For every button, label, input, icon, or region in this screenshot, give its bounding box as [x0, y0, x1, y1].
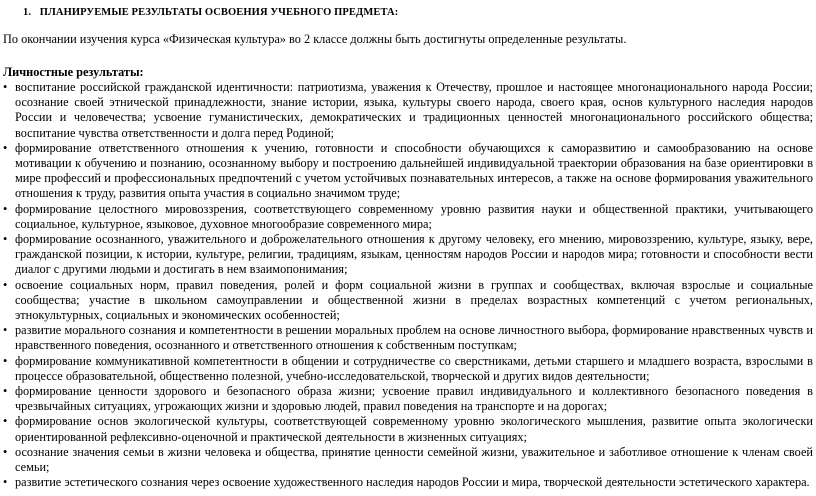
list-item-text: формирование ответственного отношения к учению, готовности и способности обучающихся к саморазвитию и самообразованию на основе мотивации к обучению и познанию, осознанному выбору и построению дальнейшей индивидуальной траектории образования на базе ориентировки в мире профессий и профессиональных предпочтений с учетом устойчивых познавательных интересов, а также на основе формирования уважительного отношения к труду, развития опыта участия в социально значимом труде; [15, 140, 813, 201]
bullet-icon: • [3, 384, 8, 399]
list-item-text: формирование основ экологической культуры, соответствующей современному уровню экологического мышления, развитие опыта экологически ориентированной рефлексивно-оценочной и практической деятельности в жизненных ситуациях; [15, 414, 813, 444]
bullet-icon: • [3, 414, 8, 429]
section-heading [3, 6, 813, 20]
list-item [3, 414, 813, 444]
list-item-text: развитие эстетического сознания через освоение художественного наследия народов России и мира, творческой деятельности эстетического характера. [15, 475, 810, 490]
list-item-text: осознание значения семьи в жизни человека и общества, принятие ценности семейной жизни, уважительное и заботливое отношение к членам своей семьи; [15, 444, 813, 475]
list-item [3, 323, 813, 353]
list-item [3, 384, 813, 414]
section-number: 1. [23, 7, 32, 18]
list-item-text: освоение социальных норм, правил поведения, ролей и форм социальной жизни в группах и сообществах, включая взрослые и социальные сообщества; участие в школьном самоуправлении и общественной жизни в пределах возрастных компетенций с учетом региональных, этнокультурных, социальных и экономических особенностей; [15, 277, 813, 323]
list-item [3, 445, 813, 475]
personal-results-heading: Личностные результаты: [3, 65, 144, 79]
bullet-icon: • [3, 201, 8, 216]
list-item [3, 232, 813, 278]
list-item-text: воспитание российской гражданской идентичности: патриотизма, уважения к Отечеству, прошлое и настоящее многонационального народа России; осознание своей этнической принадлежности, знание истории, языка, культуры своего народа, своего края, основ культурного наследия народов России и человечества; усвоение гуманистических, демократических и традиционных ценностей многонационального российского общества; воспитание чувства ответственности и долга перед Родиной; [15, 80, 813, 140]
bullet-icon: • [3, 80, 8, 94]
section-title: ПЛАНИРУЕМЫЕ РЕЗУЛЬТАТЫ ОСВОЕНИЯ УЧЕБНОГО ПРЕДМЕТА: [39, 7, 399, 18]
bullet-icon: • [3, 232, 8, 247]
bullet-icon: • [3, 475, 8, 490]
bullet-icon: • [3, 277, 8, 292]
bullet-icon: • [3, 140, 8, 155]
bullet-icon: • [3, 353, 8, 368]
list-item-text: формирование целостного мировоззрения, соответствующего современному уровню развития науки и общественной практики, учитывающего социальное, культурное, языковое, духовное многообразие современного мира; [15, 201, 813, 231]
list-item-text: формирование ценности здорового и безопасного образа жизни; усвоение правил индивидуального и коллективного безопасного поведения в чрезвычайных ситуациях, угрожающих жизни и здоровью людей, правил поведения на транспорте и на дорогах; [15, 384, 813, 414]
bullet-icon: • [3, 444, 8, 459]
intro-paragraph: По окончании изучения курса «Физическая культура» во 2 классе должны быть достигнуты определенные результаты. [3, 32, 627, 46]
list-item [3, 354, 813, 384]
list-item [3, 202, 813, 232]
personal-results-list [3, 80, 813, 490]
list-item [3, 278, 813, 324]
bullet-icon: • [3, 323, 8, 338]
list-item [3, 141, 813, 202]
list-item-text: формирование осознанного, уважительного и доброжелательного отношения к другому человеку, его мнению, мировоззрению, культуре, языку, вере, гражданской позиции, к истории, культуре, религии, традициям, языкам, ценностям народов России и народов мира; готовности и способности вести диалог с другими людьми и достигать в нем взаимопонимания; [15, 232, 813, 277]
list-item-text: формирование коммуникативной компетентности в общении и сотрудничестве со сверстниками, детьми старшего и младшего возраста, взрослыми в процессе образовательной, общественно полезной, учебно-исследовательской, творческой и других видов деятельности; [15, 353, 813, 383]
list-item [3, 80, 813, 141]
list-item [3, 475, 813, 490]
document-page [3, 0, 813, 490]
list-item-text: развитие морального сознания и компетентности в решении моральных проблем на основе личностного выбора, формирование нравственных чувств и нравственного поведения, осознанного и ответственного отношения к собственным поступкам; [15, 323, 813, 353]
